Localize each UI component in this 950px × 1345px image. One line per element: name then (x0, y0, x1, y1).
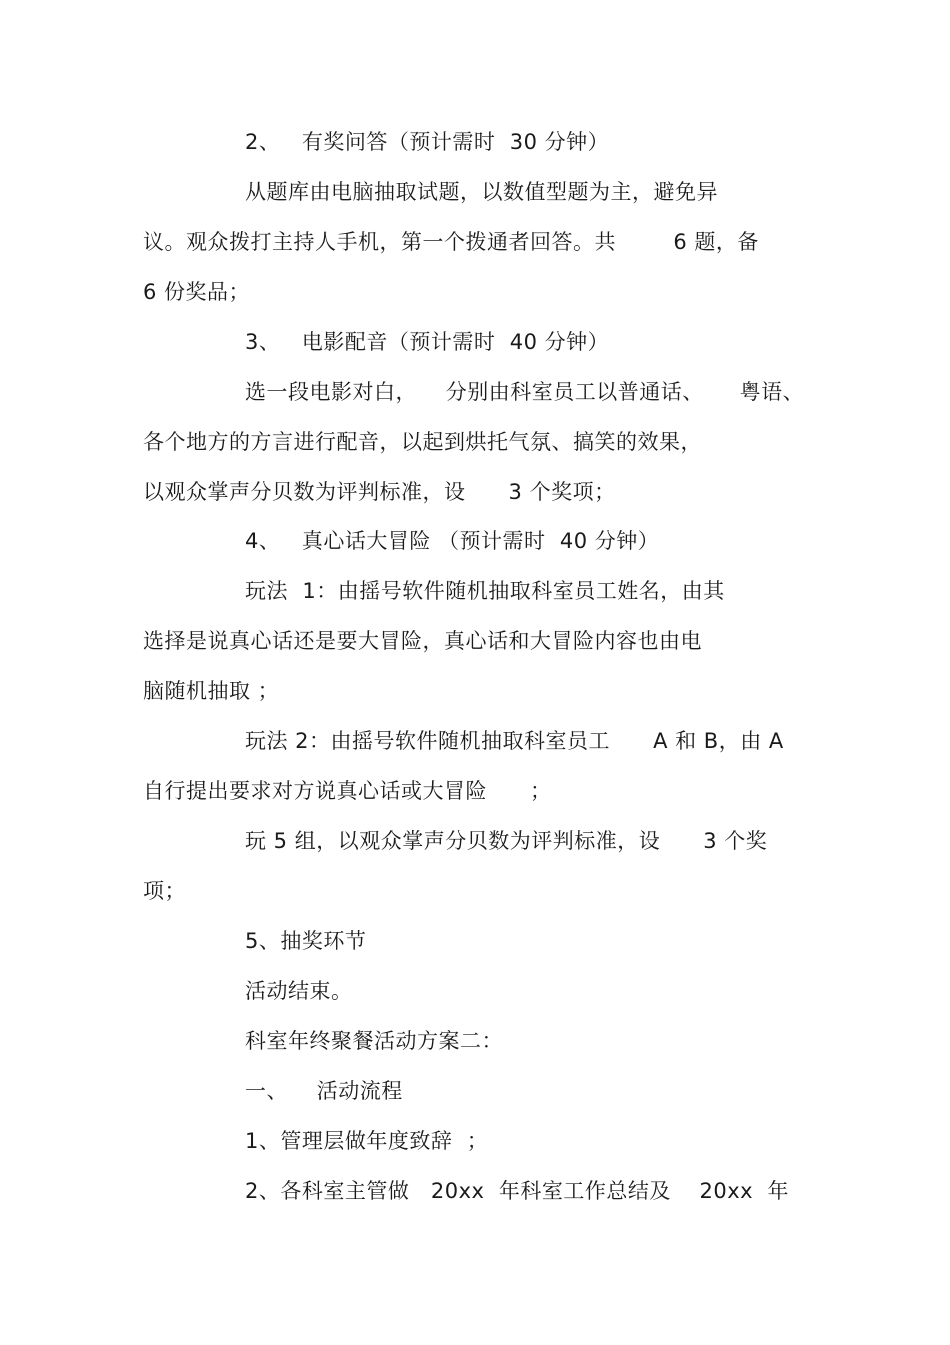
paragraph-line: 自行提出要求对方说真心话或大冒险 ； (143, 779, 552, 803)
paragraph-line: 选择是说真心话还是要大冒险，真心话和大冒险内容也由电 (143, 629, 702, 653)
paragraph-line: 玩法 1：由摇号软件随机抽取科室员工姓名，由其 (245, 579, 725, 603)
plan-two-title: 科室年终聚餐活动方案二： (245, 1029, 503, 1053)
paragraph-line: 活动结束。 (245, 979, 353, 1003)
paragraph-line: 玩法 2：由摇号软件随机抽取科室员工 A 和 B，由 A (245, 729, 784, 753)
paragraph-line: 2、各科室主管做 20xx 年科室工作总结及 20xx 年 (245, 1179, 789, 1203)
heading-activity-flow: 一、 活动流程 (245, 1079, 403, 1103)
paragraph-line: 从题库由电脑抽取试题，以数值型题为主，避免异 (245, 180, 718, 204)
heading-dubbing: 3、 电影配音（预计需时 40 分钟） (245, 330, 610, 354)
paragraph-line: 玩 5 组，以观众掌声分贝数为评判标准，设 3 个奖 (245, 829, 768, 853)
heading-lottery: 5、抽奖环节 (245, 929, 367, 953)
paragraph-line: 议。观众拨打主持人手机，第一个拨通者回答。共 6 题，备 (143, 230, 759, 254)
paragraph-line: 选一段电影对白， 分别由科室员工以普通话、 粤语、 (245, 380, 805, 404)
paragraph-line: 各个地方的方言进行配音，以起到烘托气氛、搞笑的效果， (143, 430, 702, 454)
paragraph-line: 脑随机抽取 ； (143, 679, 280, 703)
paragraph-line: 6 份奖品； (143, 280, 251, 304)
paragraph-line: 项； (143, 879, 186, 903)
paragraph-line: 以观众掌声分贝数为评判标准，设 3 个奖项； (143, 480, 616, 504)
paragraph-line: 1、管理层做年度致辞 ； (245, 1129, 489, 1153)
heading-truth-or-dare: 4、 真心话大冒险 （预计需时 40 分钟） (245, 529, 660, 553)
heading-quiz: 2、 有奖问答（预计需时 30 分钟） (245, 130, 610, 154)
